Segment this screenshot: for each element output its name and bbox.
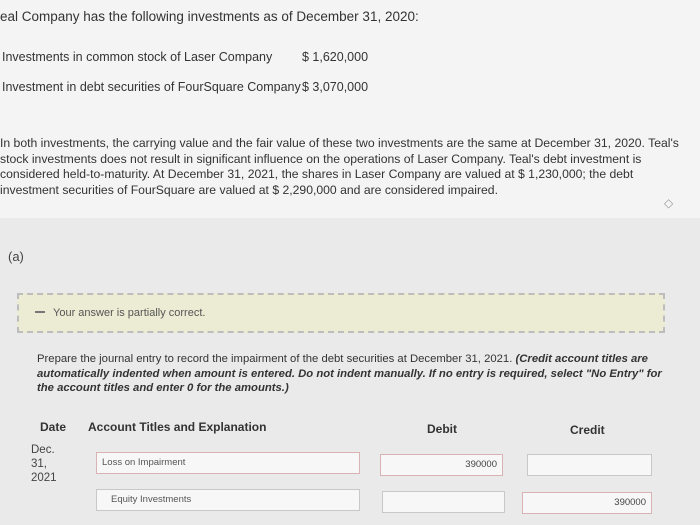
header-debit: Debit <box>427 422 457 436</box>
investment-value-laser: $ 1,620,000 <box>302 50 369 64</box>
header-date: Date <box>40 420 67 434</box>
partial-correct-icon <box>35 311 45 313</box>
credit-field-1[interactable] <box>527 454 652 476</box>
debit-field-2[interactable] <box>382 491 505 513</box>
investment-label-laser: Investments in common stock of Laser Company <box>2 50 273 64</box>
entry-date-line1: Dec. 31, <box>31 444 55 470</box>
header-credit: Credit <box>570 423 605 437</box>
feedback-box <box>17 293 665 333</box>
credit-value-2: 390000 <box>614 497 646 508</box>
instructions-bold: (Credit account titles are automatically indented when amount is entered. Do not indent manually. If no entry is required, select "No Entry" for the account titles and enter 0 for the amounts.) <box>37 353 662 394</box>
intro-text: eal Company has the following investments as of December 31, 2020: <box>0 9 419 24</box>
entry-date-line2: 2021 <box>31 472 57 484</box>
entry-date <box>31 443 71 485</box>
account-title-field-2[interactable] <box>96 489 360 511</box>
problem-paragraph: In both investments, the carrying value and the fair value of these two investments are the same at December 31, 2020. Teal's stock investments does not result in significant influence on the operations of Laser Company. Teal's debt investment is considered held-to-maturity. At December 31, 2021, the shares in Laser Company are valued at $ 1,230,000; the debt investment securities of FourSquare are valued at $ 2,290,000 and are considered impaired. <box>0 136 679 197</box>
investment-value-foursquare: $ 3,070,000 <box>302 80 369 94</box>
account-title-value-1: Loss on Impairment <box>102 457 186 468</box>
expand-icon[interactable]: ◇ <box>664 196 674 210</box>
header-account: Account Titles and Explanation <box>88 420 267 434</box>
account-title-field-1[interactable] <box>96 452 360 474</box>
instructions-plain: Prepare the journal entry to record the impairment of the debt securities at December 31, 2021. <box>37 353 516 365</box>
investment-label-foursquare: Investment in debt securities of FourSquare Company <box>2 80 301 94</box>
debit-field-1[interactable] <box>380 454 503 476</box>
part-label: (a) <box>8 249 24 264</box>
feedback-text: Your answer is partially correct. <box>53 307 206 319</box>
credit-field-2[interactable] <box>522 492 652 514</box>
debit-value-1: 390000 <box>465 459 497 470</box>
instructions <box>37 352 677 396</box>
account-title-value-2: Equity Investments <box>111 494 192 505</box>
